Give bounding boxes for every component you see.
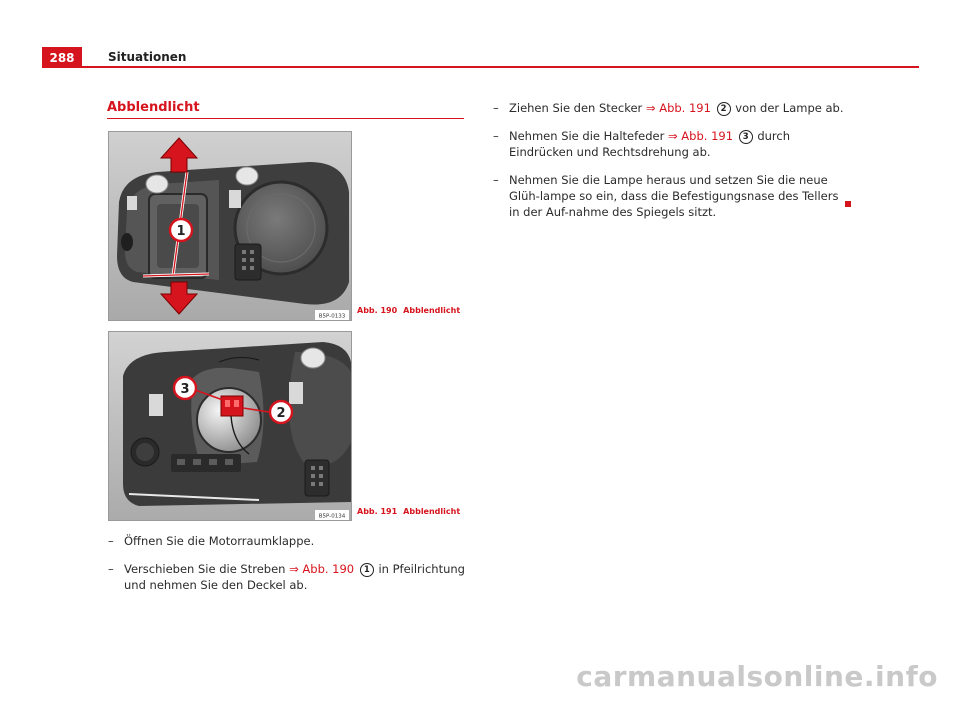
dash-bullet: – (493, 173, 499, 187)
step-text-before: Ziehen Sie den Stecker (509, 101, 646, 115)
figure-190-caption (357, 306, 460, 315)
left-steps-list (108, 533, 468, 605)
figure-190-caption-label: Abb. 190 (357, 306, 398, 315)
figure-191-callout-3: 3 (180, 382, 190, 397)
step-text-before: Verschieben Sie die Streben (124, 562, 290, 576)
step-text-after: von der Lampe ab. (731, 101, 844, 115)
right-steps-list (493, 100, 845, 232)
dash-bullet: – (493, 129, 499, 143)
watermark: carmanualsonline.info (576, 660, 938, 693)
figure-191-code: B5P-0134 (318, 513, 346, 520)
figure-190-code: B5P-0133 (318, 313, 346, 320)
list-item (108, 561, 468, 593)
step-text: Nehmen Sie die Lampe heraus und setzen Sie die neue Glüh-lampe so ein, dass die Befestigungsnase des Tellers in der Auf-nahme des Spiegels sitzt. (509, 173, 839, 219)
section-end-mark (845, 201, 851, 207)
figure-190-reference-link[interactable]: ⇒ Abb. 190 (289, 562, 355, 576)
list-item (493, 100, 845, 116)
callout-number-badge: 3 (739, 130, 753, 144)
step-text: Öffnen Sie die Motorraumklappe. (124, 534, 315, 548)
figure-191-reference-link[interactable]: ⇒ Abb. 191 (645, 101, 711, 115)
list-item (108, 533, 468, 549)
figure-191-image (108, 331, 352, 521)
figure-191-caption-text: Abblendlicht (403, 507, 461, 516)
callout-number-badge: 1 (360, 563, 374, 577)
page-number: 288 (42, 47, 82, 68)
figure-191-caption-label: Abb. 191 (357, 507, 398, 516)
section-title: Abblendlicht (107, 100, 200, 115)
callout-number-badge: 2 (717, 102, 731, 116)
figure-190-callout-1: 1 (176, 224, 186, 239)
figure-191-callout-2: 2 (276, 406, 286, 421)
step-text-after: in Pfeilrichtung und nehmen Sie den Deckel ab. (124, 562, 465, 592)
figure-191-reference-link[interactable]: ⇒ Abb. 191 (668, 129, 734, 143)
step-text-after: durch Eindrücken und Rechtsdrehung ab. (509, 129, 791, 159)
dash-bullet: – (108, 534, 114, 548)
dash-bullet: – (108, 562, 114, 576)
header-rule (42, 66, 919, 68)
dash-bullet: – (493, 101, 499, 115)
section-rule (107, 118, 464, 119)
figure-190-caption-text: Abblendlicht (403, 306, 461, 315)
running-head: Situationen (108, 50, 187, 64)
figure-191-caption (357, 507, 460, 516)
step-text-before: Nehmen Sie die Haltefeder (509, 129, 668, 143)
list-item (493, 172, 845, 220)
list-item (493, 128, 845, 160)
figure-190-image (108, 131, 352, 321)
